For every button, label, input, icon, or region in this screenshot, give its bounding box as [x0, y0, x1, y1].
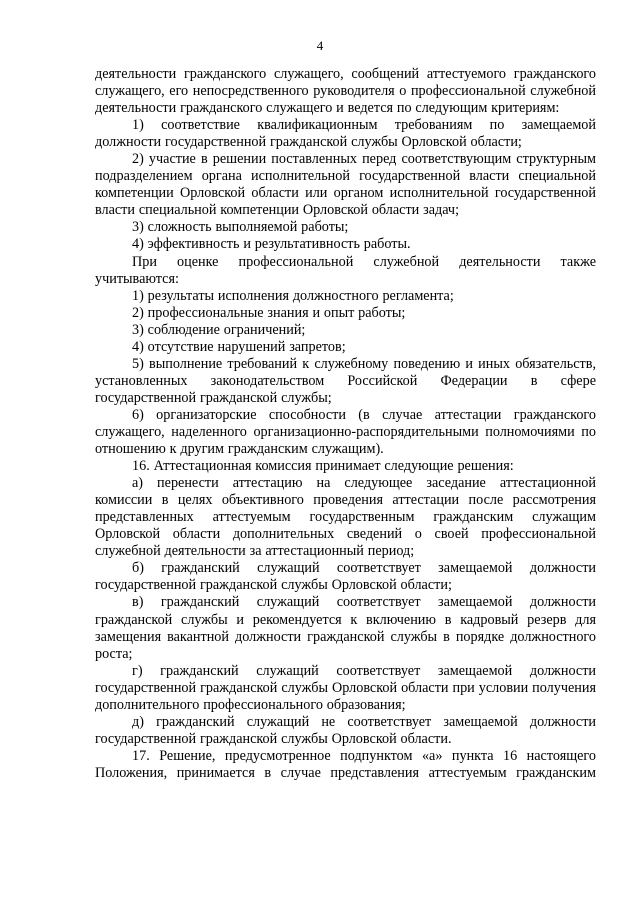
decision-a: а) перенести аттестацию на следующее заседание аттестационной комиссии в целях объективного проведения аттестации после рассмотрения представленных аттестуемым государственным гражданским служащим Орловской области дополнительных сведений о своей профессиональной служебной деятельности за аттестационный период;	[95, 475, 596, 560]
decision-d: д) гражданский служащий не соответствует замещаемой должности государственной гражданской службы Орловской области.	[95, 713, 596, 747]
considered-item-5: 5) выполнение требований к служебному поведению и иных обязательств, установленных законодательством Российской Федерации в сфере государственной гражданской службы;	[95, 355, 596, 406]
section-16-heading: 16. Аттестационная комиссия принимает следующие решения:	[132, 458, 514, 475]
considered-item-6: 6) организаторские способности (в случае аттестации гражданского служащего, наделенного организационно-распорядительными полномочиями по отношению к другим гражданским служащим).	[95, 406, 596, 458]
criterion-2: 2) участие в решении поставленных перед соответствующим структурным подразделением органа исполнительной государственной власти специальной компетенции Орловской области или органом исполнительной государственной власти специальной компетенции Орловской области задач;	[95, 151, 596, 219]
criterion-1: 1) соответствие квалификационным требованиям по замещаемой должности государственной гражданской службы Орловской области;	[95, 117, 596, 151]
section-17-paragraph: 17. Решение, предусмотренное подпунктом «а» пункта 16 настоящего Положения, принимается в случае представления аттестуемым гражданским	[95, 747, 596, 781]
considered-item-4: 4) отсутствие нарушений запретов;	[132, 338, 346, 355]
considered-item-2: 2) профессиональные знания и опыт работы;	[132, 304, 406, 321]
paragraph-continuation: деятельности гражданского служащего, сообщений аттестуемого гражданского служащего, его непосредственного руководителя о профессиональной служебной деятельности гражданского служащего и ведется по следующим критериям:	[95, 66, 596, 117]
document-body	[95, 66, 596, 782]
considered-item-3: 3) соблюдение ограничений;	[132, 321, 306, 338]
decision-v: в) гражданский служащий соответствует замещаемой должности гражданской службы и рекомендуется к включению в кадровый резерв для замещения вакантной должности гражданской службы в порядке должностного роста;	[95, 594, 596, 662]
criterion-4: 4) эффективность и результативность работы.	[132, 236, 411, 253]
page-number: 4	[316, 38, 324, 53]
decision-g: г) гражданский служащий соответствует замещаемой должности государственной гражданской службы Орловской области при условии получения дополнительного профессионального образования;	[95, 662, 596, 713]
also-considered-intro: При оценке профессиональной служебной деятельности также учитываются:	[95, 253, 596, 287]
considered-item-1: 1) результаты исполнения должностного регламента;	[132, 287, 454, 304]
decision-b: б) гражданский служащий соответствует замещаемой должности государственной гражданской службы Орловской области;	[95, 560, 596, 594]
criterion-3: 3) сложность выполняемой работы;	[132, 219, 349, 236]
